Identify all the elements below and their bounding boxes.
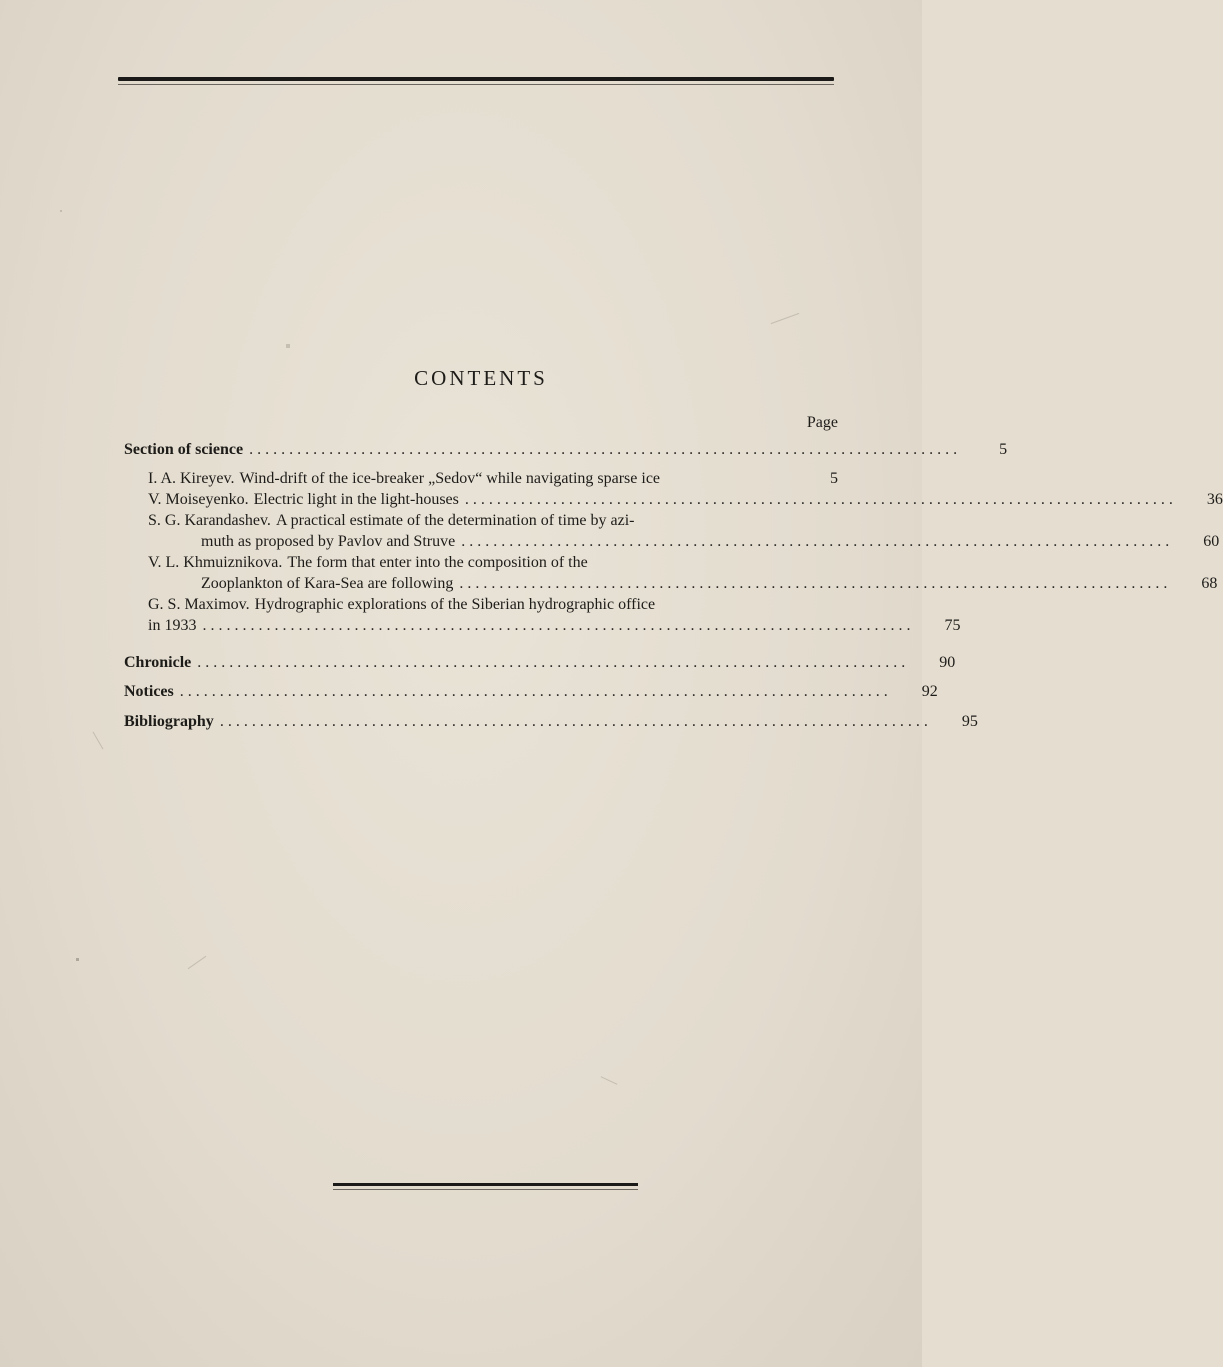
toc-entry-page: 68 (1201, 575, 1218, 592)
toc-entry-maximov (148, 594, 838, 616)
dot-leader: ......................................................................................... (464, 491, 1177, 508)
paper-fibre (771, 313, 800, 324)
toc-entry-author: S. G. Karandashev. (148, 512, 271, 529)
toc-entry-title: Electric light in the light-houses (253, 491, 459, 508)
paper-fibre (93, 732, 104, 750)
toc-entry-bibliography (124, 711, 978, 733)
toc-entry-page: 90 (939, 654, 956, 671)
dot-leader: ......................................................................................... (202, 617, 915, 634)
toc-entry-maximov-cont (148, 615, 961, 637)
page-column-label: Page (806, 414, 838, 431)
toc-entry-title: Chronicle (124, 654, 192, 671)
toc-entry-title: Bibliography (124, 713, 214, 730)
toc-entry-karandashev-cont (201, 531, 1220, 553)
top-rule-thin (118, 84, 834, 85)
toc-entry-title-continued: Zooplankton of Kara-Sea are following (201, 575, 454, 592)
toc-entry-notices (124, 681, 938, 703)
toc-entry-page: 5 (999, 441, 1008, 458)
toc-entry-title: Section of science (124, 441, 244, 458)
toc-entry-title: Wind-drift of the ice-breaker „Sedov“ while navigating sparse ice (239, 470, 661, 487)
toc-entry-title: Notices (124, 683, 174, 700)
toc-entry-title-continued: muth as proposed by Pavlov and Struve (201, 533, 456, 550)
dot-leader: ......................................................................................... (197, 654, 910, 671)
paper-speck (76, 958, 79, 961)
paper-speck (286, 344, 290, 348)
toc-entry-page: 36 (1206, 491, 1223, 508)
toc-entry-author: V. Moiseyenko. (148, 491, 249, 508)
toc-entry-khmuiznikova-cont (201, 573, 1218, 595)
paper-fibre (188, 956, 207, 969)
bottom-rule-thin (333, 1189, 638, 1190)
toc-entry-page: 75 (944, 617, 961, 634)
toc-entry-author: G. S. Maximov. (148, 596, 250, 613)
toc-entry-moiseyenko (148, 489, 1223, 511)
paper-fibre (601, 1076, 618, 1085)
dot-leader: ......................................................................................... (219, 713, 932, 730)
paper-speck (60, 210, 62, 212)
toc-entry-title: The form that enter into the composition of the (287, 554, 588, 571)
toc-entry-author: I. A. Kireyev. (148, 470, 235, 487)
contents-heading: CONTENTS (414, 366, 548, 390)
toc-entry-chronicle (124, 652, 956, 674)
dot-leader: ......................................................................................... (459, 575, 1172, 592)
bottom-rule (333, 1183, 638, 1186)
toc-entry-author: V. L. Khmuiznikova. (148, 554, 283, 571)
toc-entry-page: 95 (961, 713, 978, 730)
toc-entry-page: 92 (921, 683, 938, 700)
toc-entry-karandashev (148, 510, 838, 532)
dot-leader: ......................................................................................... (461, 533, 1174, 550)
top-rule (118, 77, 834, 81)
toc-entry-title: A practical estimate of the determination of time by azi- (275, 512, 635, 529)
toc-entry-section-of-science (124, 439, 1008, 461)
toc-entry-title: Hydrographic explorations of the Siberian hydrographic office (254, 596, 656, 613)
toc-entry-khmuiznikova (148, 552, 838, 574)
toc-entry-title-continued: in 1933 (148, 617, 197, 634)
toc-entry-page: 60 (1203, 533, 1220, 550)
dot-leader: ......................................................................................... (249, 441, 962, 458)
toc-entry-kireyev (148, 468, 838, 490)
dot-leader: ......................................................................................... (179, 683, 892, 700)
toc-entry-page: 5 (830, 470, 838, 487)
